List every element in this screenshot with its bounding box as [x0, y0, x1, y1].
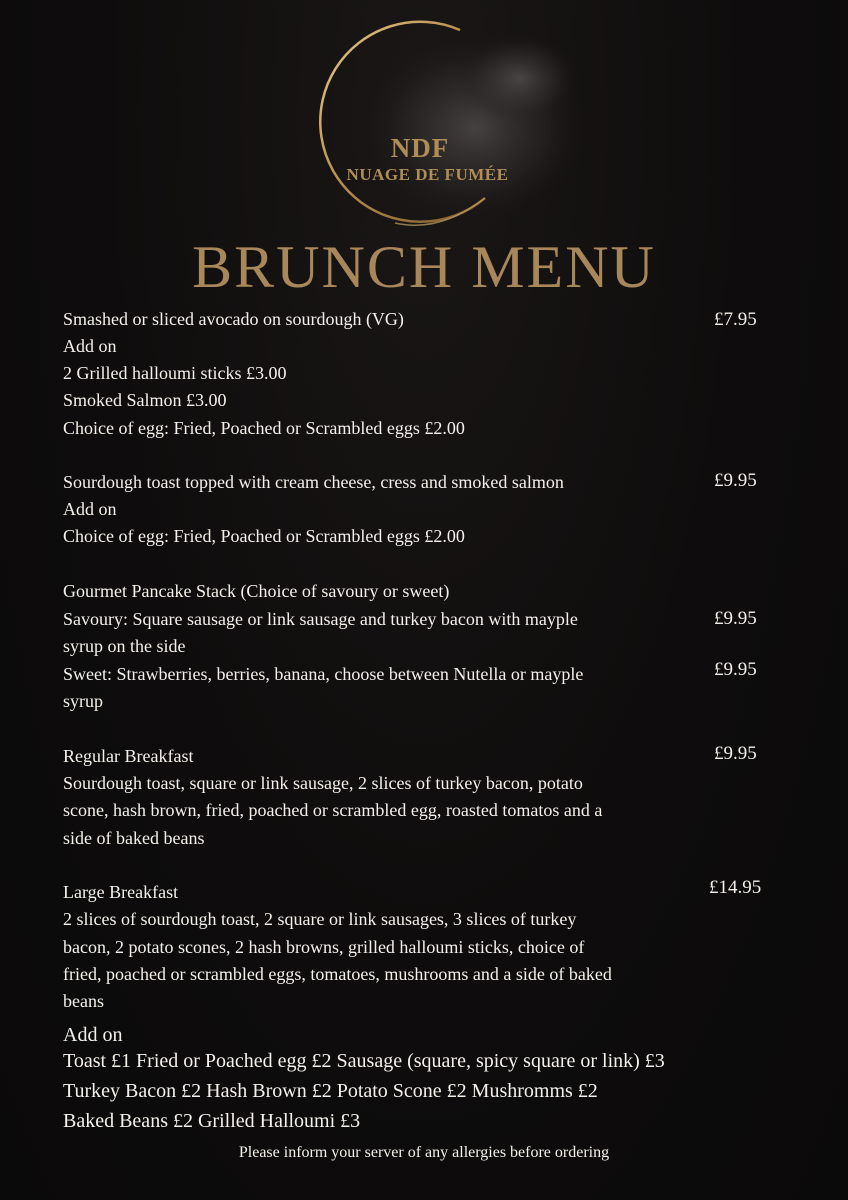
logo-initials: NDF — [390, 133, 450, 163]
item-4-price: £9.95 — [714, 743, 757, 764]
allergy-notice: Please inform your server of any allergies before ordering — [238, 1144, 610, 1161]
page-title: BRUNCH MENU — [192, 234, 656, 300]
item-5-line: bacon, 2 potato scones, 2 hash browns, grilled halloumi sticks, choice of — [63, 937, 585, 957]
item-5-line: beans — [63, 991, 104, 1011]
item-4-line: side of baked beans — [63, 828, 205, 848]
item-3-sweet-line: Sweet: Strawberries, berries, banana, choose between Nutella or mayple — [63, 664, 584, 684]
item-3-savoury-price: £9.95 — [714, 608, 757, 629]
item-5-line: 2 slices of sourdough toast, 2 square or link sausages, 3 slices of turkey — [63, 909, 577, 929]
item-2-line: Sourdough toast topped with cream cheese, cress and smoked salmon — [63, 472, 564, 492]
item-3-savoury-line: Savoury: Square sausage or link sausage and turkey bacon with mayple — [63, 609, 578, 629]
item-2-price: £9.95 — [714, 470, 757, 491]
addons-row: Turkey Bacon £2 Hash Brown £2 Potato Scone £2 Mushromms £2 — [63, 1080, 598, 1102]
item-1-line: Smashed or sliced avocado on sourdough (VG) — [63, 309, 404, 329]
item-3-savoury-line: syrup on the side — [63, 636, 186, 656]
item-4-line: Regular Breakfast — [63, 746, 194, 766]
item-2-line: Add on — [63, 499, 117, 519]
item-1-line: Choice of egg: Fried, Poached or Scrambled eggs £2.00 — [63, 418, 465, 438]
addons-row: Toast £1 Fried or Poached egg £2 Sausage (square, spicy square or link) £3 — [63, 1050, 665, 1072]
addons-row: Baked Beans £2 Grilled Halloumi £3 — [63, 1110, 361, 1132]
item-5-price: £14.95 — [709, 877, 762, 898]
logo — [270, 18, 590, 238]
logo-name: NUAGE DE FUMÉE — [346, 165, 509, 184]
item-1-line: 2 Grilled halloumi sticks £3.00 — [63, 363, 287, 383]
item-4-line: scone, hash brown, fried, poached or scrambled egg, roasted tomatos and a — [63, 800, 603, 820]
item-5-line: fried, poached or scrambled eggs, tomatoes, mushrooms and a side of baked — [63, 964, 612, 984]
item-1-price: £7.95 — [714, 309, 757, 330]
item-5-line: Large Breakfast — [63, 882, 179, 902]
item-1-line: Add on — [63, 336, 117, 356]
item-3-sweet-line: syrup — [63, 691, 103, 711]
item-3-sweet-price: £9.95 — [714, 659, 757, 680]
item-2-line: Choice of egg: Fried, Poached or Scrambled eggs £2.00 — [63, 526, 465, 546]
item-3-heading: Gourmet Pancake Stack (Choice of savoury or sweet) — [63, 581, 450, 601]
addons-heading: Add on — [63, 1024, 123, 1046]
logo-ring-icon — [270, 18, 590, 238]
item-4-line: Sourdough toast, square or link sausage, 2 slices of turkey bacon, potato — [63, 773, 583, 793]
item-1-line: Smoked Salmon £3.00 — [63, 390, 227, 410]
